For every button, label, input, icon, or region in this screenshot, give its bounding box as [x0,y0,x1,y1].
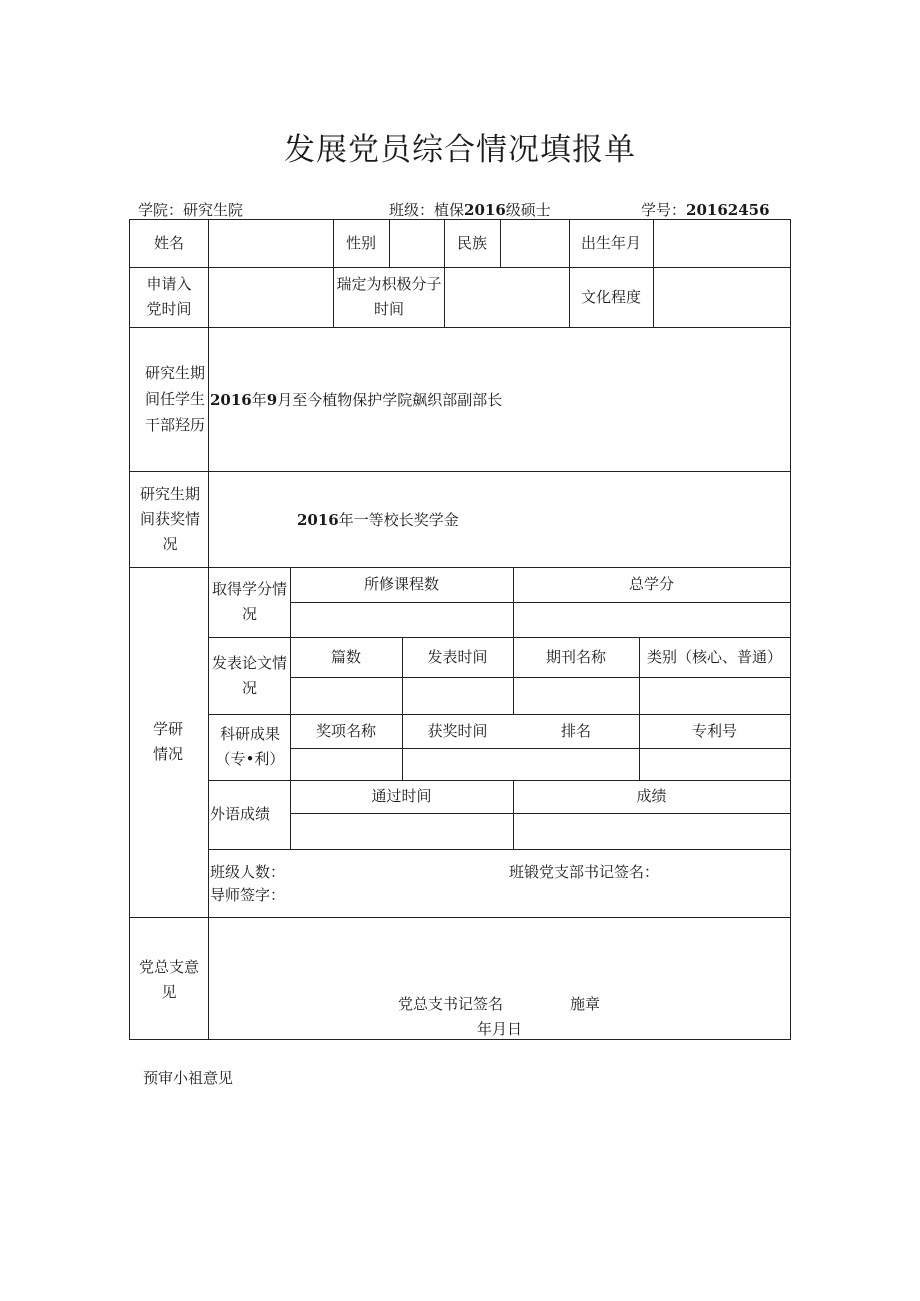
papers-label: 发表论文情况 [211,653,287,697]
awards-value: 2016年一等校长奖学金 [297,511,459,529]
party-opinion-label: 党总支意见 [138,958,199,1001]
advisor-sign: 导师签字： [210,886,286,904]
award-time-header: 获奖时间 [427,721,488,740]
paper-count-header: 篇数 [330,647,361,666]
research-label: 学研情况 [152,720,183,763]
courses-header: 所修课程数 [363,575,439,593]
awards-label: 研究生期间获奖情况 [139,484,200,553]
branch-secretary-sign: 班锻党支部书记签名： [509,863,660,881]
activist-time-label: 瑞定为枳极分子时间 [336,275,442,318]
form-title: 发展党员综合情况填报单 [284,132,636,168]
class-field: 班级：植保2016级硕士 [389,201,551,219]
achievements-label: 科研成果（专•利） [215,725,285,768]
student-id-field: 学号：20162456 [641,201,770,219]
language-label: 外语成绩 [210,805,271,823]
journal-header: 期刊名称 [545,647,606,666]
gender-label: 性别 [345,233,376,252]
score-header: 成绩 [636,787,667,805]
birth-label: 出生年月 [580,233,641,252]
name-label: 姓名 [153,233,184,252]
apply-time-label: 申请入党时间 [146,275,192,318]
cadre-label: 研究生期间任学生干部羟历 [144,364,205,434]
patent-header: 专利号 [691,721,737,740]
cadre-value: 2016年9月至今植物保护学院飙织部副部长 [210,391,503,409]
education-label: 文化程度 [580,287,641,306]
credits-label: 取得学分情况 [211,580,287,623]
rank-header: 排名 [560,721,591,740]
award-name-header: 奖项名称 [315,721,376,740]
seal-label: 施章 [570,995,601,1013]
class-count-label: 班级人数： [210,863,286,881]
party-secretary-sign: 党总支书记签名 [398,995,504,1013]
college-field: 学院：研究生院 [138,201,244,219]
paper-type-header: 类别（核心、普通） [646,647,782,666]
pass-time-header: 通过时间 [371,787,432,805]
paper-date-header: 发表时间 [427,647,488,666]
date-label: 年月日 [477,1020,523,1038]
ethnicity-label: 民族 [456,233,487,252]
total-credits-header: 总学分 [628,575,674,593]
review-group-opinion: 预审小祖意见 [143,1069,234,1087]
